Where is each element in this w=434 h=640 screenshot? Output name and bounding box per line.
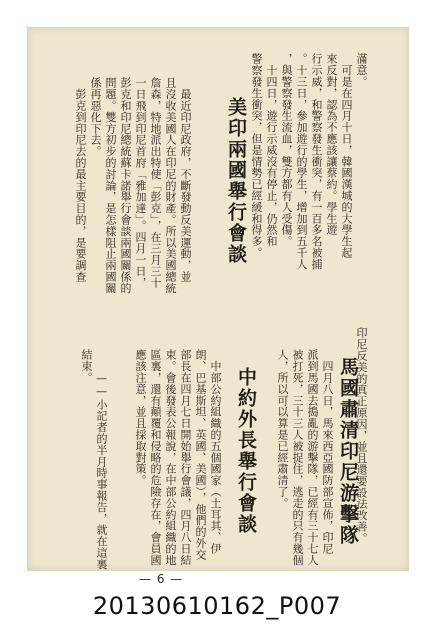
paragraph-line: 問題。雙方初步的討論，是怎樣阻止兩國關 — [104, 77, 117, 294]
article-heading-cento: 中約外長舉行會談 — [235, 367, 257, 535]
paragraph-line: 應該注意，並且採取對策。 — [134, 349, 147, 486]
paragraph-line: 係再惡化下去。 — [89, 77, 102, 157]
paragraph-line: 行示威，和警察發生衝突，有一百多名被捕 — [310, 53, 323, 270]
magazine-page — [27, 27, 409, 586]
paragraph-line: 區裏，還有顛覆和侵略的危險存在，會員國 — [149, 349, 162, 566]
article-heading-us-indonesia: 美印兩國舉行會談 — [225, 97, 247, 265]
paragraph-line: 人，所以可以算是已經肅清了。 — [276, 349, 289, 509]
page-number: — 6 — — [139, 572, 184, 586]
paragraph-line: 可是在四月十日，韓國漢城的大學生起 — [340, 53, 353, 259]
paragraph-line: 滿意。 — [355, 53, 368, 88]
paragraph-line: 最近印尼政府，不斷發動反美運動，並 — [179, 77, 192, 283]
paragraph-line: ——小記者的半月時事報告，就在這裏 — [95, 349, 108, 570]
paragraph-line: 朗、巴基斯坦、英國、美國），他們的外交 — [194, 349, 207, 561]
korea-article — [249, 53, 369, 298]
image-caption: 20130610162_P007 — [92, 592, 342, 620]
paragraph-line: 彭克和印尼總統蘇卡諾舉行會談兩國關係的 — [119, 77, 132, 294]
paragraph-line: 彭克到印尼去的最主要目的，是要調查 — [74, 77, 87, 283]
paragraph-line: 部長在四月七日開始舉行會議，四月八日結 — [179, 349, 192, 566]
paragraph-line: ，與警察發生流血，雙方都有人受傷。 — [280, 53, 293, 247]
paragraph-line: 詹森，特地派出特使「彭克」，在三月三十 — [149, 77, 162, 289]
paragraph-line: 警察發生衝突，但是情勢已經緩和得多。 — [250, 53, 263, 259]
paragraph-line: 派到馬國去搗亂的游擊隊，已經有三十七人 — [306, 349, 319, 566]
paragraph-line: 被打死，三十三人被捉住，逃走的只有幾個 — [291, 349, 304, 566]
paragraph-line: 來反對，認為不應該讓蔡約。學生遊 — [325, 53, 338, 236]
paragraph-line: 四月八日，馬來西亞國防部宣佈，印尼 — [321, 349, 334, 555]
paragraph-line: 。十三日，參加遊行的學生，增加到五千人 — [295, 53, 308, 270]
us-indonesia-article — [73, 77, 193, 322]
paragraph-line: 結束。 — [80, 349, 93, 384]
paragraph-line: 印尼反美的真正原因，並且還要設法改善。 — [355, 327, 368, 544]
paragraph-line: 一日飛到印尼首府「雅加達」。四月一日， — [134, 77, 147, 289]
paragraph-line: 束。會後發表公報說，在中部公約組織的地 — [164, 349, 177, 566]
article-heading-malaysia: 馬國肅清印尼游擊隊 — [337, 357, 359, 546]
cento-article — [133, 349, 223, 569]
closing-note — [79, 349, 109, 569]
paragraph-line: 中部公約組織的五個國家（土耳其、伊 — [209, 349, 222, 555]
paragraph-line: 十四日，遊行示威沒有停止，仍然和 — [265, 53, 278, 247]
malaysia-article — [275, 349, 335, 569]
paragraph-line: 且沒收美國人在印尼的財產。所以美國總統 — [164, 77, 177, 294]
